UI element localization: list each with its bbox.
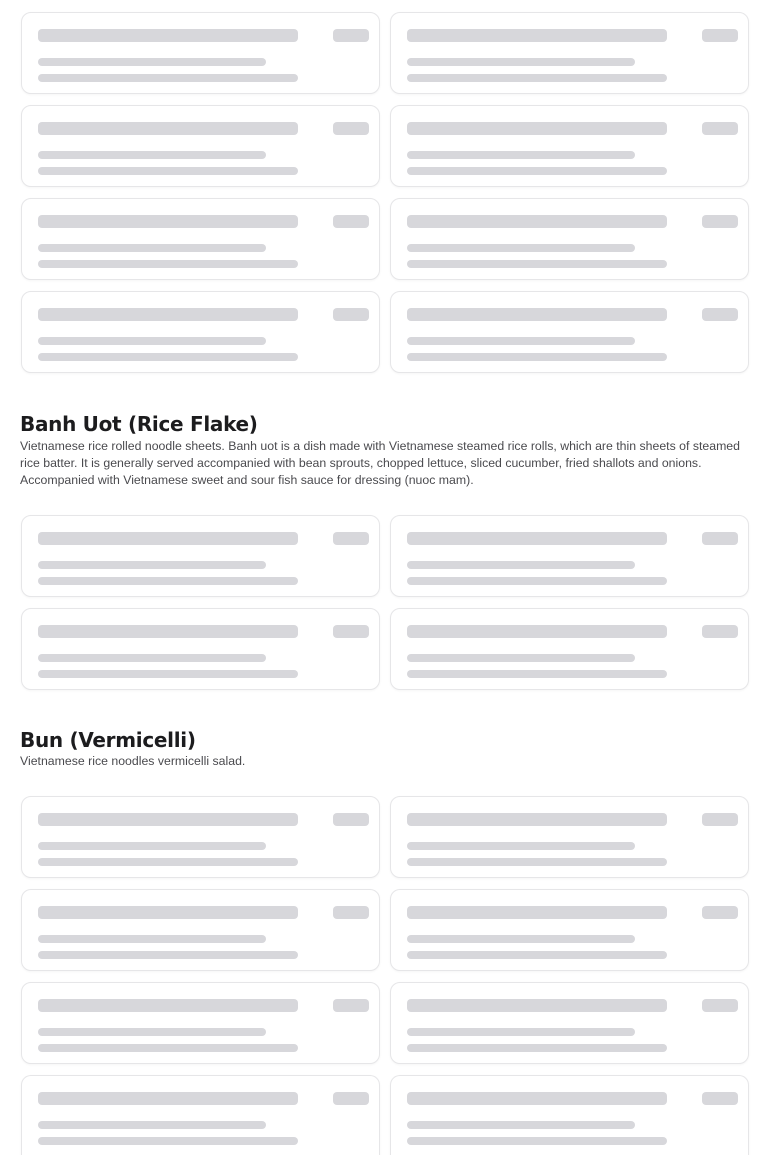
skeleton-description-bar	[38, 561, 266, 569]
skeleton-description-bar	[38, 1028, 266, 1036]
skeleton-description-bar	[38, 1044, 298, 1052]
skeleton-description-bar	[407, 1044, 667, 1052]
skeleton-description-bar	[38, 167, 298, 175]
menu-item-skeleton[interactable]	[390, 12, 749, 94]
skeleton-title-bar	[38, 532, 298, 545]
menu-item-skeleton[interactable]	[21, 198, 380, 280]
skeleton-price-bar	[702, 906, 738, 919]
skeleton-title-bar	[407, 813, 667, 826]
section-description-bun: Vietnamese rice noodles vermicelli salad.	[20, 754, 246, 768]
section-title-banh-uot: Banh Uot (Rice Flake)	[20, 412, 258, 436]
skeleton-title-bar	[407, 1092, 667, 1105]
skeleton-title-bar	[38, 999, 298, 1012]
menu-item-skeleton[interactable]	[21, 105, 380, 187]
skeleton-description-bar	[407, 577, 667, 585]
skeleton-description-bar	[407, 1028, 635, 1036]
skeleton-description-bar	[38, 1137, 298, 1145]
skeleton-price-bar	[333, 906, 369, 919]
skeleton-price-bar	[333, 29, 369, 42]
skeleton-price-bar	[333, 532, 369, 545]
skeleton-description-bar	[407, 561, 635, 569]
skeleton-description-bar	[38, 74, 298, 82]
skeleton-description-bar	[407, 1137, 667, 1145]
menu-item-skeleton[interactable]	[390, 982, 749, 1064]
skeleton-description-bar	[407, 670, 667, 678]
skeleton-description-bar	[38, 858, 298, 866]
skeleton-description-bar	[38, 654, 266, 662]
menu-item-skeleton[interactable]	[21, 1075, 380, 1155]
skeleton-price-bar	[702, 625, 738, 638]
menu-item-skeleton[interactable]	[390, 608, 749, 690]
skeleton-description-bar	[38, 670, 298, 678]
skeleton-title-bar	[38, 906, 298, 919]
skeleton-title-bar	[407, 999, 667, 1012]
skeleton-description-bar	[407, 167, 667, 175]
skeleton-description-bar	[38, 260, 298, 268]
skeleton-description-bar	[38, 58, 266, 66]
menu-item-skeleton[interactable]	[21, 12, 380, 94]
skeleton-description-bar	[407, 951, 667, 959]
skeleton-title-bar	[407, 29, 667, 42]
skeleton-title-bar	[38, 308, 298, 321]
skeleton-description-bar	[407, 74, 667, 82]
menu-item-skeleton[interactable]	[390, 1075, 749, 1155]
menu-item-skeleton[interactable]	[390, 198, 749, 280]
skeleton-title-bar	[38, 122, 298, 135]
menu-item-skeleton[interactable]	[390, 291, 749, 373]
menu-item-skeleton[interactable]	[21, 889, 380, 971]
skeleton-description-bar	[38, 935, 266, 943]
skeleton-title-bar	[38, 1092, 298, 1105]
skeleton-description-bar	[407, 58, 635, 66]
skeleton-title-bar	[407, 906, 667, 919]
menu-item-skeleton[interactable]	[390, 105, 749, 187]
skeleton-price-bar	[333, 215, 369, 228]
skeleton-title-bar	[407, 625, 667, 638]
skeleton-price-bar	[702, 122, 738, 135]
skeleton-price-bar	[702, 215, 738, 228]
skeleton-description-bar	[38, 842, 266, 850]
section-title-bun: Bun (Vermicelli)	[20, 728, 196, 752]
skeleton-price-bar	[702, 1092, 738, 1105]
skeleton-price-bar	[702, 532, 738, 545]
skeleton-description-bar	[407, 260, 667, 268]
skeleton-price-bar	[333, 999, 369, 1012]
menu-item-skeleton[interactable]	[21, 796, 380, 878]
skeleton-description-bar	[38, 244, 266, 252]
skeleton-description-bar	[407, 337, 635, 345]
skeleton-title-bar	[407, 308, 667, 321]
skeleton-description-bar	[407, 842, 635, 850]
skeleton-description-bar	[38, 353, 298, 361]
skeleton-description-bar	[38, 151, 266, 159]
skeleton-description-bar	[407, 858, 667, 866]
menu-item-skeleton[interactable]	[390, 515, 749, 597]
skeleton-title-bar	[38, 215, 298, 228]
skeleton-title-bar	[38, 813, 298, 826]
section-description-banh-uot: Vietnamese rice rolled noodle sheets. Banh uot is a dish made with Vietnamese steamed rice rolls, which are thin sheets of steamed rice batter. It is generally served accompanied with bean sprouts, chopped lettuce, sliced cucumber, fried shallots and onions. Accompanied with Vietnamese sweet and sour fish sauce for dressing (nuoc mam).	[20, 439, 740, 487]
menu-item-skeleton[interactable]	[21, 291, 380, 373]
skeleton-description-bar	[407, 151, 635, 159]
skeleton-description-bar	[38, 577, 298, 585]
menu-item-skeleton[interactable]	[21, 515, 380, 597]
skeleton-title-bar	[407, 215, 667, 228]
skeleton-description-bar	[38, 1121, 266, 1129]
skeleton-price-bar	[702, 308, 738, 321]
skeleton-description-bar	[407, 654, 635, 662]
menu-item-skeleton[interactable]	[21, 982, 380, 1064]
skeleton-description-bar	[407, 935, 635, 943]
skeleton-price-bar	[333, 308, 369, 321]
skeleton-price-bar	[702, 29, 738, 42]
skeleton-title-bar	[38, 29, 298, 42]
skeleton-description-bar	[407, 353, 667, 361]
menu-item-skeleton[interactable]	[390, 889, 749, 971]
skeleton-price-bar	[333, 813, 369, 826]
skeleton-description-bar	[407, 244, 635, 252]
menu-item-skeleton[interactable]	[21, 608, 380, 690]
skeleton-description-bar	[38, 337, 266, 345]
skeleton-description-bar	[407, 1121, 635, 1129]
skeleton-price-bar	[333, 122, 369, 135]
skeleton-price-bar	[702, 999, 738, 1012]
skeleton-price-bar	[702, 813, 738, 826]
skeleton-price-bar	[333, 1092, 369, 1105]
skeleton-title-bar	[407, 532, 667, 545]
skeleton-price-bar	[333, 625, 369, 638]
skeleton-description-bar	[38, 951, 298, 959]
skeleton-title-bar	[407, 122, 667, 135]
menu-item-skeleton[interactable]	[390, 796, 749, 878]
skeleton-title-bar	[38, 625, 298, 638]
